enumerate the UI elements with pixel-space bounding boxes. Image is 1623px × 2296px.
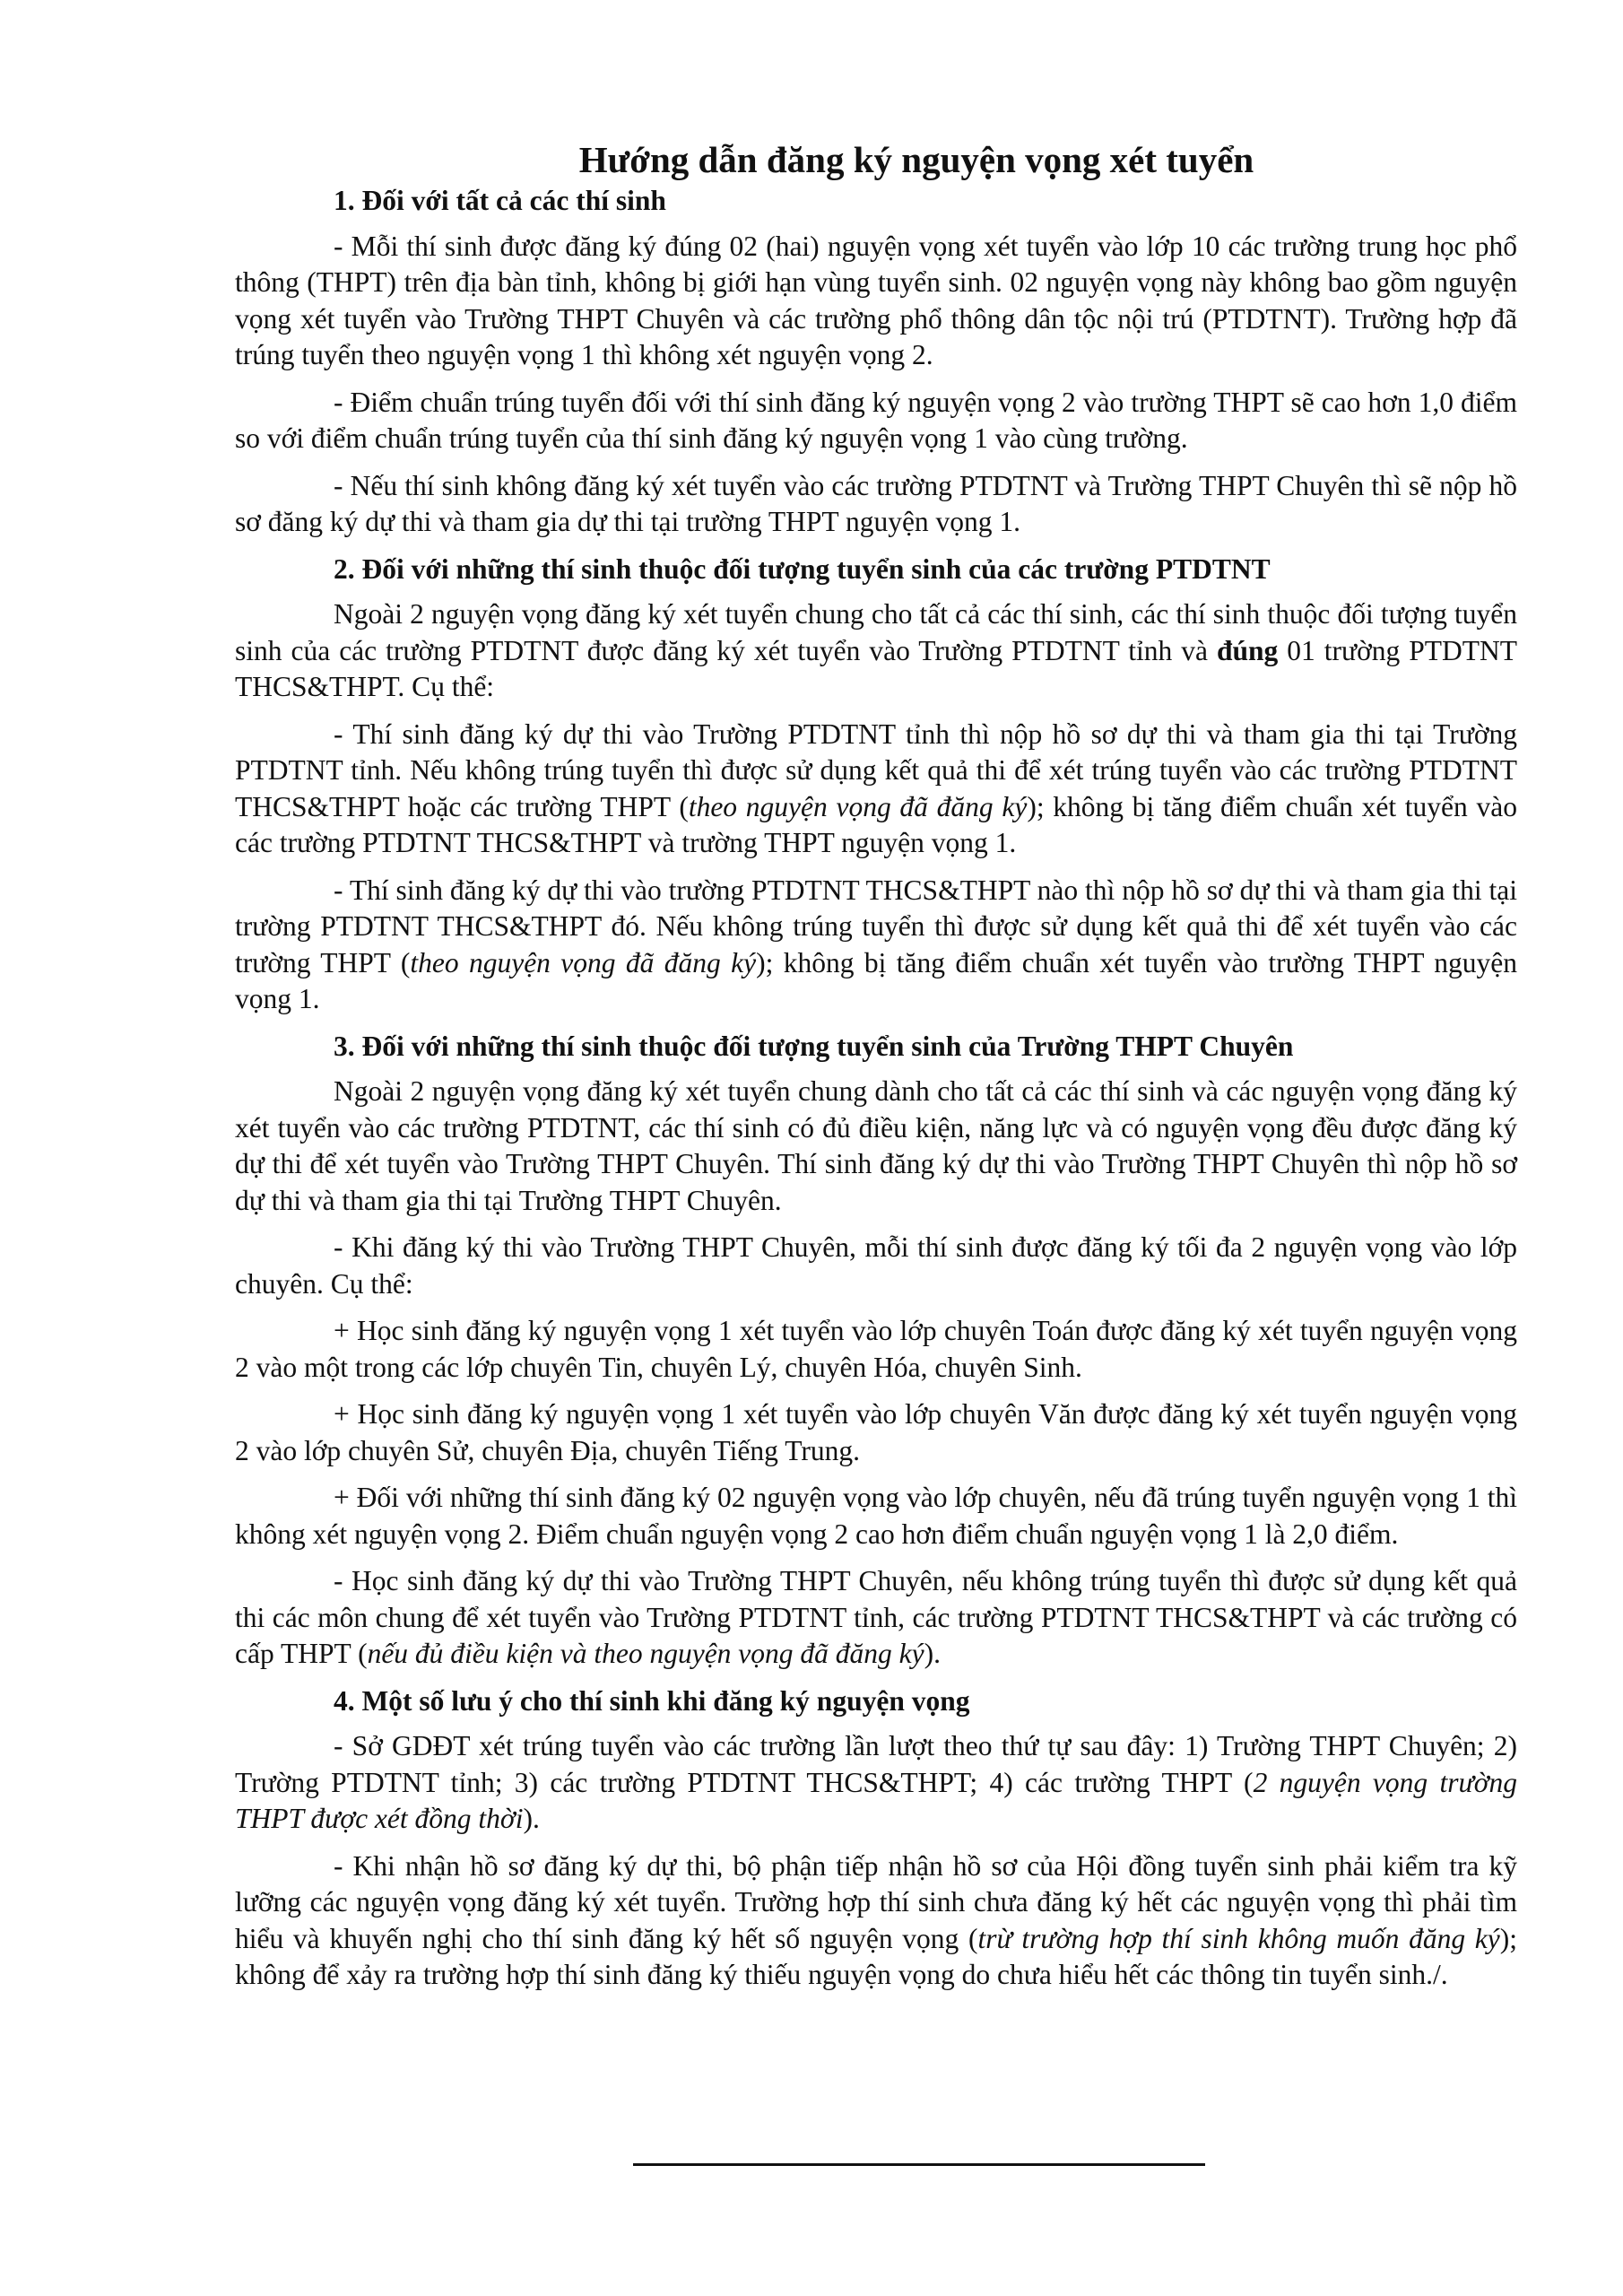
section-3-paragraph-3: + Học sinh đăng ký nguyện vọng 1 xét tuyển vào lớp chuyên Toán được đăng ký xét tuyển nguyện vọng 2 vào một trong các lớp chuyên Tin, chuyên Lý, chuyên Hóa, chuyên Sinh. xyxy=(235,1315,1517,1383)
section-2-paragraph-2: - Thí sinh đăng ký dự thi vào Trường PTDTNT tỉnh thì nộp hồ sơ dự thi và tham gia thi tại Trường PTDTNT tỉnh. Nếu không trúng tuyển thì được sử dụng kết quả thi để xét trúng tuyển vào các trường PTDTNT THCS&THPT hoặc các trường THPT (theo nguyện vọng đã đăng ký); không bị tăng điểm chuẩn xét tuyển vào các trường PTDTNT THCS&THPT và trường THPT nguyện vọng 1. xyxy=(235,718,1517,858)
section-3-paragraph-6: - Học sinh đăng ký dự thi vào Trường THPT Chuyên, nếu không trúng tuyển thì được sử dụng kết quả thi các môn chung để xét tuyển vào Trường PTDTNT tỉnh, các trường PTDTNT THCS&THPT và các trường có cấp THPT (nếu đủ điều kiện và theo nguyện vọng đã đăng ký). xyxy=(235,1565,1517,1669)
section-4-paragraph-2: - Khi nhận hồ sơ đăng ký dự thi, bộ phận tiếp nhận hồ sơ của Hội đồng tuyển sinh phải kiểm tra kỹ lưỡng các nguyện vọng đăng ký xét tuyển. Trường hợp thí sinh chưa đăng ký hết các nguyện vọng thì phải tìm hiểu và khuyến nghị cho thí sinh đăng ký hết số nguyện vọng (trừ trường hợp thí sinh không muốn đăng ký); không để xảy ra trường hợp thí sinh đăng ký thiếu nguyện vọng do chưa hiểu hết các thông tin tuyển sinh./. xyxy=(235,1849,1517,1990)
emphasis-italic: 2 nguyện vọng trường THPT được xét đồng thời xyxy=(235,1766,1518,1834)
section-4-heading: 4. Một số lưu ý cho thí sinh khi đăng ký nguyện vọng xyxy=(334,1684,970,1717)
end-divider-line xyxy=(633,2163,1205,2166)
section-1-paragraph-3: - Nếu thí sinh không đăng ký xét tuyển vào các trường PTDTNT và Trường THPT Chuyên thì sẽ nộp hồ sơ đăng ký dự thi và tham gia dự thi tại trường THPT nguyện vọng 1. xyxy=(235,469,1517,537)
section-1-paragraph-2: - Điểm chuẩn trúng tuyển đối với thí sinh đăng ký nguyện vọng 2 vào trường THPT sẽ cao hơn 1,0 điểm so với điểm chuẩn trúng tuyển của thí sinh đăng ký nguyện vọng 1 vào cùng trường. xyxy=(235,386,1517,454)
section-2-paragraph-1: Ngoài 2 nguyện vọng đăng ký xét tuyển chung cho tất cả các thí sinh, các thí sinh thuộc đối tượng tuyển sinh của các trường PTDTNT được đăng ký xét tuyển vào Trường PTDTNT tỉnh và đúng 01 trường PTDTNT THCS&THPT. Cụ thể: xyxy=(235,598,1517,702)
emphasis-italic: trừ trường hợp thí sinh không muốn đăng ký xyxy=(977,1922,1500,1954)
emphasis-italic: theo nguyện vọng đã đăng ký xyxy=(688,790,1028,822)
section-2-paragraph-3: - Thí sinh đăng ký dự thi vào trường PTDTNT THCS&THPT nào thì nộp hồ sơ dự thi và tham gia thi tại trường PTDTNT THCS&THPT đó. Nếu không trúng tuyển thì được sử dụng kết quả thi để xét tuyển vào các trường THPT (theo nguyện vọng đã đăng ký); không bị tăng điểm chuẩn xét tuyển vào trường THPT nguyện vọng 1. xyxy=(235,874,1518,1014)
section-3-paragraph-5: + Đối với những thí sinh đăng ký 02 nguyện vọng vào lớp chuyên, nếu đã trúng tuyển nguyện vọng 1 thì không xét nguyện vọng 2. Điểm chuẩn nguyện vọng 2 cao hơn điểm chuẩn nguyện vọng 1 là 2,0 điểm. xyxy=(235,1482,1517,1550)
emphasis-bold: đúng xyxy=(1217,634,1279,666)
section-1-heading: 1. Đối với tất cả các thí sinh xyxy=(334,185,666,216)
section-2-heading: 2. Đối với những thí sinh thuộc đối tượng tuyển sinh của các trường PTDTNT xyxy=(334,552,1271,585)
section-3-paragraph-2: - Khi đăng ký thi vào Trường THPT Chuyên, mỗi thí sinh được đăng ký tối đa 2 nguyện vọng vào lớp chuyên. Cụ thể: xyxy=(235,1231,1517,1300)
section-4-paragraph-1: - Sở GDĐT xét trúng tuyển vào các trường lần lượt theo thứ tự sau đây: 1) Trường THPT Chuyên; 2) Trường PTDTNT tỉnh; 3) các trường PTDTNT THCS&THPT; 4) các trường THPT (2 nguyện vọng trường THPT được xét đồng thời). xyxy=(235,1730,1518,1834)
emphasis-italic: nếu đủ điều kiện và theo nguyện vọng đã đăng ký xyxy=(367,1638,924,1669)
section-3-heading: 3. Đối với những thí sinh thuộc đối tượng tuyển sinh của Trường THPT Chuyên xyxy=(334,1030,1294,1062)
section-1-paragraph-1: - Mỗi thí sinh được đăng ký đúng 02 (hai) nguyện vọng xét tuyển vào lớp 10 các trường trung học phổ thông (THPT) trên địa bàn tỉnh, không bị giới hạn vùng tuyển sinh. 02 nguyện vọng này không bao gồm nguyện vọng xét tuyển vào Trường THPT Chuyên và các trường phổ thông dân tộc nội trú (PTDTNT). Trường hợp đã trúng tuyển theo nguyện vọng 1 thì không xét nguyện vọng 2. xyxy=(235,230,1517,370)
section-3-paragraph-1: Ngoài 2 nguyện vọng đăng ký xét tuyển chung dành cho tất cả các thí sinh và các nguyện vọng đăng ký xét tuyển vào các trường PTDTNT, các thí sinh có đủ điều kiện, năng lực và có nguyện vọng đều được đăng ký dự thi để xét tuyển vào Trường THPT Chuyên. Thí sinh đăng ký dự thi vào Trường THPT Chuyên thì nộp hồ sơ dự thi và tham gia thi tại Trường THPT Chuyên. xyxy=(235,1075,1517,1216)
emphasis-italic: theo nguyện vọng đã đăng ký xyxy=(410,946,757,978)
section-3-paragraph-4: + Học sinh đăng ký nguyện vọng 1 xét tuyển vào lớp chuyên Văn được đăng ký xét tuyển nguyện vọng 2 vào lớp chuyên Sử, chuyên Địa, chuyên Tiếng Trung. xyxy=(235,1398,1517,1466)
document-title: Hướng dẫn đăng ký nguyện vọng xét tuyển xyxy=(578,139,1254,180)
